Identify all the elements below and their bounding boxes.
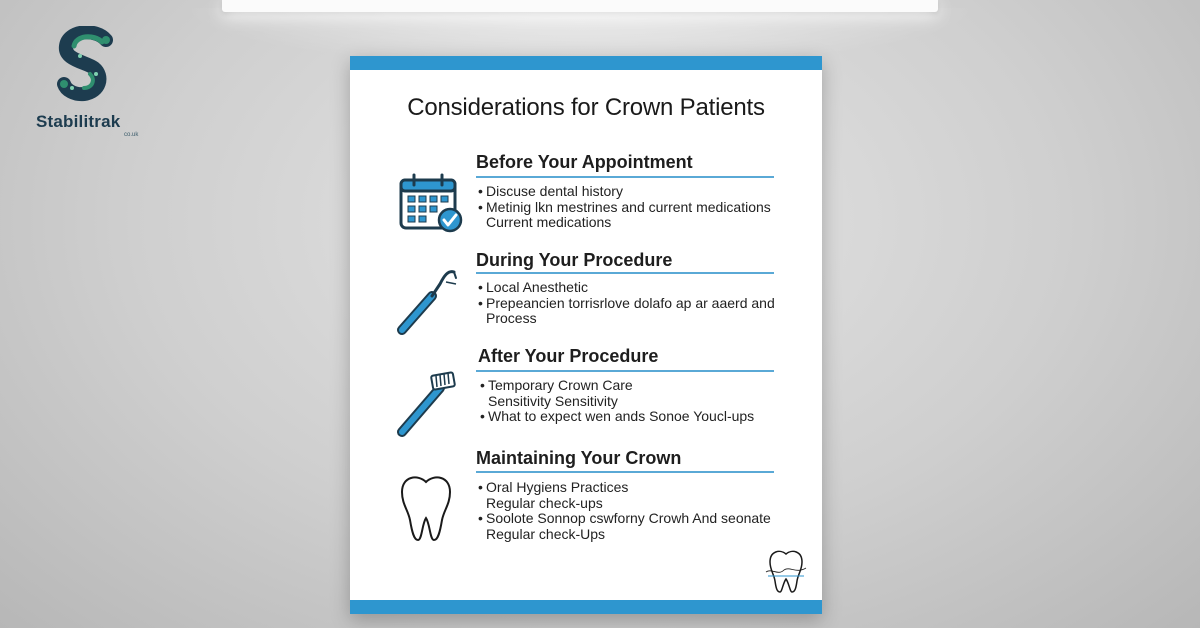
section-divider	[476, 370, 774, 372]
poster-bottom-band	[350, 600, 822, 614]
section-divider	[476, 176, 774, 178]
section-bullets	[480, 378, 754, 425]
dental-probe-icon	[394, 264, 460, 336]
section-bullets	[478, 280, 775, 327]
bullet-continuation: Sensitivity Sensitivity	[488, 392, 618, 409]
calendar-check-icon	[398, 172, 466, 234]
section-divider	[476, 471, 774, 473]
bullet-item: • Metinig lkn mestrines and current medications	[478, 198, 771, 215]
crown-patients-poster	[350, 56, 822, 614]
section-heading: During Your Procedure	[476, 250, 673, 270]
bullet-item: • Discuse dental history	[478, 183, 623, 199]
bullet-continuation: Current medications	[486, 214, 612, 230]
section-divider	[476, 272, 774, 274]
bullet-item: • Local Anesthetic	[478, 279, 588, 295]
bullet-continuation: Regular check-ups	[486, 494, 603, 511]
bullet-continuation: Process	[486, 310, 537, 326]
tooth-icon	[398, 472, 454, 544]
brand-logo	[28, 24, 148, 144]
brand-name: Stabilitrak	[36, 112, 121, 131]
section-heading: Before Your Appointment	[476, 152, 693, 172]
dental-seal-icon	[762, 550, 810, 594]
poster-top-band	[350, 56, 822, 70]
brand-domain: co.uk	[124, 132, 139, 138]
bullet-item: • What to expect wen ands Sonoe Youcl-ups	[480, 408, 755, 424]
bullet-item: • Temporary Crown Care	[480, 377, 633, 393]
stabilitrak-s-icon	[50, 26, 128, 106]
section-bullets	[478, 480, 771, 542]
bullet-item: • Prepeancien torrisrlove dolafo ap ar aaerd and	[478, 294, 775, 311]
section-heading: After Your Procedure	[478, 346, 659, 366]
toothbrush-icon	[394, 362, 460, 438]
ceiling-light	[222, 0, 938, 12]
bullet-item: • Oral Hygiens Practices	[478, 479, 629, 495]
section-heading: Maintaining Your Crown	[476, 448, 682, 468]
poster-title: Considerations for Crown Patients	[407, 94, 765, 121]
bullet-continuation: Regular check-Ups	[486, 525, 606, 542]
bullet-item: • Soolote Sonnop cswforny Crowh And seonate	[478, 510, 771, 526]
section-bullets	[478, 184, 771, 231]
